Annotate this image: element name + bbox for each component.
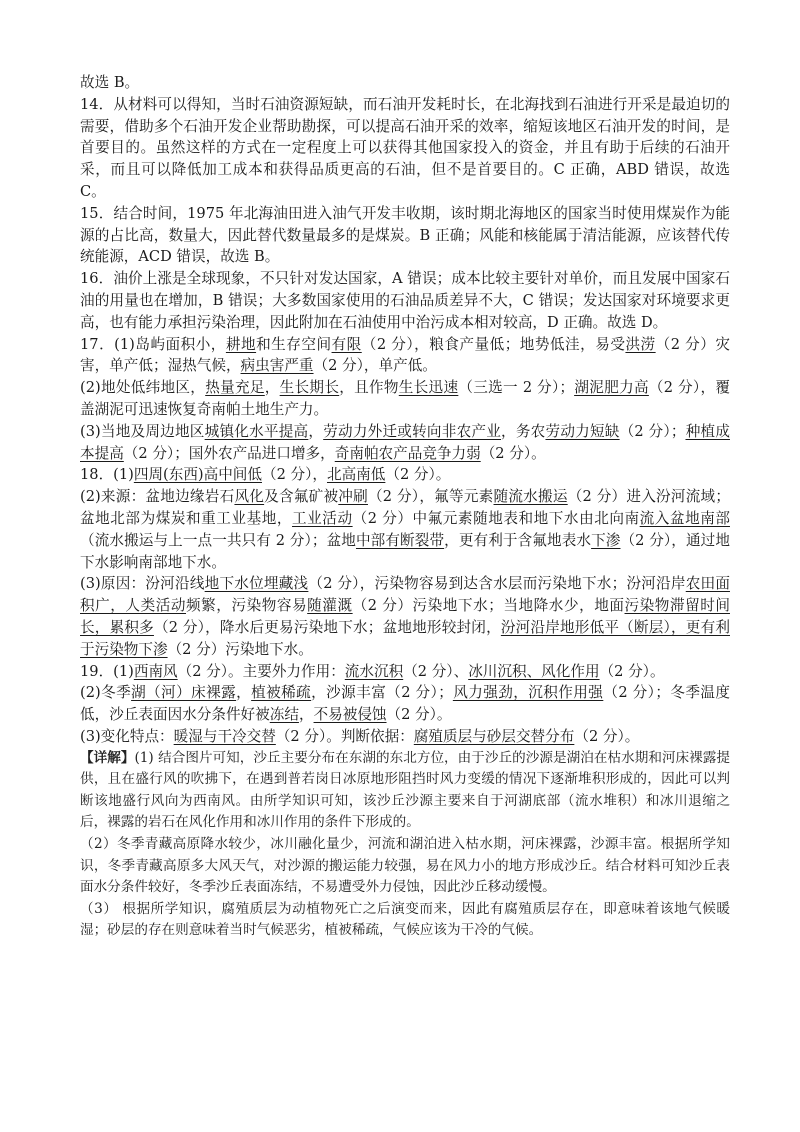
text-segment: （2 分）污染地下水；当地降水少，地面 [352, 597, 625, 615]
underlined-keyword: 流水沉积 [344, 662, 404, 680]
underlined-keyword: 生长期长 [279, 379, 340, 397]
text-segment: （2 分）灾害，单产低；湿热气候， [80, 335, 730, 375]
underlined-keyword: 风力强劲，沉积作用强 [452, 684, 604, 702]
text-segment: （2 分）。判断依据： [275, 727, 414, 745]
underlined-keyword: 劳动力外迁或转向非农产业 [323, 422, 502, 440]
text-segment: （2 分）。 [386, 706, 452, 724]
text-segment: （2 分），污染物容易到达含水层而污染地下水；汾河沿岸 [308, 575, 686, 593]
detail-paragraph-2: （2）冬季青藏高原降水较少，冰川融化量少，河流和湖泊进入枯水期，河床裸露，沙源丰富。根据所学知识，冬季青藏高原多大风天气，对沙源的搬运能力较强，易在风力小的地方形成沙丘。结合材料可知沙丘表面水分条件较好，冬季沙丘表面冻结，不易遭受外力侵蚀，因此沙丘移动缓慢。 [80, 836, 730, 896]
answer-paragraph [80, 94, 730, 203]
underlined-keyword: 不易被侵蚀 [313, 706, 387, 724]
text-segment: （2 分）； [619, 422, 686, 440]
underlined-keyword: 西南风 [133, 662, 178, 680]
underlined-keyword: 工业活动 [292, 509, 353, 527]
text-segment: 和生存空间 [256, 335, 332, 353]
answer-list [80, 72, 730, 748]
text-segment: （2 分）；冬季温度低，沙丘表面因水分条件好被 [80, 684, 730, 724]
text-segment: 故选 B。 [80, 74, 140, 91]
text-segment: ，且作物 [339, 379, 399, 397]
underlined-keyword: 下渗 [591, 531, 621, 549]
answer-paragraph [80, 72, 730, 94]
answer-paragraph [80, 682, 730, 726]
underlined-keyword: 北高南低 [326, 466, 386, 484]
answer-paragraph [80, 573, 730, 660]
text-segment: （2 分）中氟元素随地表和地下水由北向南 [352, 509, 640, 527]
text-segment: 18．(1) [80, 466, 134, 484]
text-segment: （2 分）。 [385, 466, 451, 484]
text-segment: (3)当地及周边地区 [80, 422, 205, 440]
underlined-keyword: 暖湿与干冷交替 [173, 727, 276, 745]
underlined-keyword: 流入盆地南部 [639, 509, 730, 527]
underlined-keyword: 农田面积广，人类活动 [80, 575, 730, 615]
underlined-keyword: 冻结 [269, 706, 299, 724]
underlined-keyword: 湖（河）床裸露 [131, 684, 237, 702]
underlined-keyword: 风化 [234, 488, 265, 506]
text-segment: 频繁，污染物容易 [186, 597, 308, 615]
underlined-keyword: 热量充足 [205, 379, 265, 397]
text-segment: 17．(1)岛屿面积小， [80, 335, 226, 353]
text-segment: （2 分）污染地下水。 [167, 640, 313, 658]
answer-paragraph [80, 726, 730, 748]
answer-document [80, 72, 730, 942]
underlined-keyword: 污染物滞留时间长，累积多 [80, 597, 730, 636]
underlined-keyword: 种植成本提高 [80, 422, 730, 462]
text-segment: （2 分）。主要外力作用： [177, 662, 345, 680]
text-segment: 及含氟矿被 [264, 488, 339, 506]
text-segment: （2 分），降水后更易污染地下水；盆地地形较封闭， [153, 618, 501, 636]
text-segment: (3)变化特点： [80, 727, 174, 745]
text-segment: （2 分）。 [574, 727, 640, 745]
text-segment: ， [308, 422, 324, 440]
answer-paragraph [80, 334, 730, 378]
text-segment: 15．结合时间，1975 年北海油田进入油气开发丰收期，该时期北海地区的国家当时使用煤炭作为能源的占比高，数量大，因此替代数量最多的是煤炭。B 正确；风能和核能属于清洁能源，应该替代传统能源，ACD 错误，故选 B。 [80, 204, 730, 266]
underlined-keyword: 病虫害严重 [240, 357, 314, 375]
text-segment: 16．油价上涨是全球现象，不只针对发达国家，A 错误；成本比较主要针对单价，而且发展中国家石油的用量也在增加，B 错误；大多数国家使用的石油品质差异不大，C 错误；发达国家对环境要求更高，也有能力承担污染治理，因此附加在石油使用中治污成本相对较高，D 正确。故选 D。 [80, 270, 730, 331]
underlined-keyword: 城镇化水平提高 [204, 422, 309, 440]
underlined-keyword: 劳动力短缺 [545, 422, 620, 440]
text-segment: （流水搬运与上一点一共只有 2 分）；盆地 [80, 531, 356, 549]
answer-paragraph [80, 464, 730, 486]
text-segment: (2)来源：盆地边缘岩石 [80, 488, 235, 506]
underlined-keyword: 植被稀疏 [251, 684, 312, 702]
underlined-keyword: 中部有断裂带 [355, 531, 445, 549]
text-segment: (3)原因：汾河沿线 [80, 575, 205, 593]
text-segment: （2 分），单产低。 [313, 357, 437, 375]
text-segment: （2 分）。 [480, 444, 546, 462]
detail-explanation [80, 748, 730, 942]
text-segment: ， [264, 379, 280, 397]
underlined-keyword: 四周(东西)高中间低 [133, 466, 262, 484]
text-segment: （2 分）；国外农产品进口增多， [123, 444, 335, 462]
text-segment: （2 分）进入汾河流域；盆地北部为煤炭和重工业基地， [80, 488, 730, 527]
underlined-keyword: 腐殖质层与砂层交替分布 [413, 727, 575, 745]
answer-paragraph [80, 661, 730, 683]
text-segment: ，务农 [501, 422, 546, 440]
text-segment: (2)冬季 [80, 684, 132, 702]
text-segment: （2 分），覆盖湖泥可迅速恢复奇南帕土地生产力。 [80, 379, 730, 418]
text-segment: （2 分）。 [599, 662, 665, 680]
underlined-keyword: 洪涝 [625, 335, 656, 353]
answer-paragraph [80, 486, 730, 573]
text-segment: （2 分），粮食产量低；地势低洼，易受 [361, 335, 626, 353]
text-segment: 19．(1) [80, 662, 134, 680]
text-segment: 14．从材料可以得知，当时石油资源短缺，而石油开发耗时长，在北海找到石油进行开采是最迫切的需要，借助多个石油开发企业帮助勘探，可以提高石油开采的效率，缩短该地区石油开发的时间，是首要目的。虽然这样的方式在一定程度上可以获得其他国家投入的资金，并且有助于后续的石油开采，而且可以降低加工成本和获得品质更高的石油，但不是首要目的。C 正确，ABD 错误，故选 C。 [80, 95, 730, 200]
text-segment: ， [236, 684, 252, 702]
detail-paragraph-3: （3） 根据所学知识，腐殖质层为动植物死亡之后演变而来，因此有腐殖质层存在，即意味着该地气候暖湿；砂层的存在则意味着当时气候恶劣，植被稀疏，气候应该为干冷的气候。 [80, 900, 730, 939]
underlined-keyword: 随灌溉 [307, 597, 353, 615]
underlined-keyword: 有限 [331, 335, 362, 353]
text-segment: （2 分）， [261, 466, 327, 484]
text-segment: （2 分），氟等元素 [367, 488, 494, 506]
underlined-keyword: 耕地 [225, 335, 257, 353]
underlined-keyword: 生长迅速 [398, 379, 459, 397]
underlined-keyword: 随流水搬运 [493, 488, 568, 506]
detail-paragraph-1 [80, 748, 730, 834]
underlined-keyword: 冲刷 [338, 488, 368, 506]
answer-paragraph [80, 203, 730, 268]
text-segment: （2 分），通过地下水影响南部地下水。 [80, 531, 730, 571]
text-segment: （三选一 2 分）； [458, 379, 575, 397]
text-segment: （2 分）、 [403, 662, 469, 680]
answer-paragraph [80, 268, 730, 333]
text-segment: ， [298, 706, 314, 724]
underlined-keyword: 汾河沿岸地形低平（断层），更有利于污染物下渗 [80, 618, 730, 658]
detail-tag: 【详解】 [80, 749, 135, 766]
underlined-keyword: 湖泥肥力高 [574, 379, 649, 397]
underlined-keyword: 地下水位埋藏浅 [204, 575, 309, 593]
answer-paragraph [80, 377, 730, 421]
underlined-keyword: 奇南帕农产品竞争力弱 [334, 444, 481, 462]
text-segment: ，沙源丰富（2 分）； [311, 684, 453, 702]
text-segment: ，更有利于含氟地表水 [444, 531, 592, 549]
underlined-keyword: 冰川沉积、风化作用 [468, 662, 600, 680]
text-segment: (2)地处低纬地区， [80, 379, 206, 397]
answer-paragraph [80, 421, 730, 465]
detail-text-1: (1) 结合图片可知，沙丘主要分布在东湖的东北方位，由于沙丘的沙源是湖泊在枯水期和河床裸露提供，且在盛行风的吹拂下，在遇到普若岗日冰原地形阻挡时风力变缓的情况下逐渐堆积形成的，因此可以判断该地盛行风向为西南风。由所学知识可知，该沙丘沙源主要来自于河湖底部（流水堆积）和冰川退缩之后，裸露的岩石在风化作用和冰川作用的条件下形成的。 [80, 749, 731, 831]
